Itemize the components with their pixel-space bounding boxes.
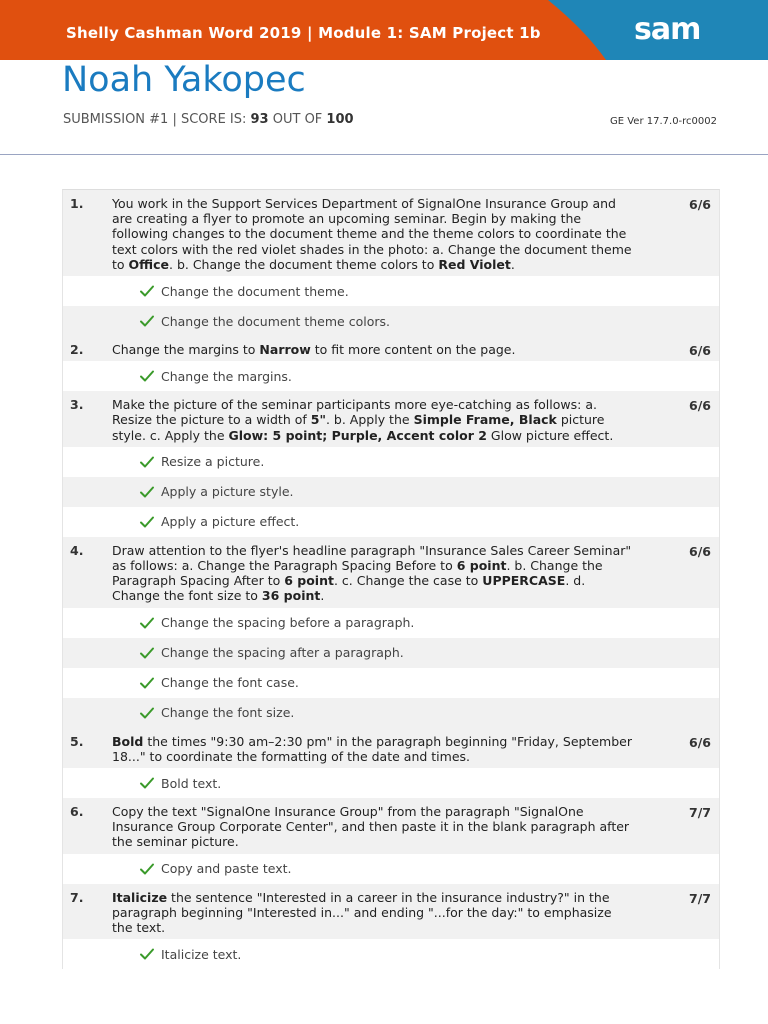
- task-label: Copy and paste text.: [161, 861, 292, 877]
- question-row: [63, 728, 719, 768]
- question-text-bold: Glow: 5 point; Purple, Accent color 2: [228, 427, 487, 443]
- question-text-segment: Make the picture of the seminar participants more eye-catching as follows: a. Resize the picture to a width of: [112, 397, 597, 428]
- task-row: [63, 507, 719, 537]
- task-row: [63, 638, 719, 668]
- question-text-bold: 36 point: [261, 588, 321, 604]
- task-row: [63, 939, 719, 969]
- question-text-segment: the times "9:30 am–2:30 pm" in the paragraph beginning "Friday, September 18..." to coordinate the formatting of the date and times.: [112, 733, 632, 764]
- question-row: [63, 884, 719, 940]
- question-text: [112, 804, 632, 850]
- question-row: [63, 798, 719, 854]
- version-label: GE Ver 17.7.0-rc0002: [610, 116, 718, 127]
- checkmark-icon: [139, 485, 155, 499]
- question-number: 4.: [70, 542, 84, 558]
- question-text-bold: Italicize: [112, 889, 168, 905]
- question-text: [112, 543, 632, 604]
- question-row: [63, 190, 719, 276]
- question-text-segment: Draw attention to the flyer's headline paragraph "Insurance Sales Career Seminar" as follows: a. Change the Paragraph Spacing Before to: [112, 542, 632, 574]
- task-row: [63, 698, 719, 728]
- question-text-bold: 5": [310, 412, 326, 428]
- question-text-bold: 6 point: [284, 573, 334, 589]
- question-text-bold: Narrow: [259, 342, 311, 358]
- question-number: 1.: [70, 196, 84, 211]
- task-row: [63, 477, 719, 507]
- question-score: 6/6: [689, 398, 711, 414]
- task-row: [63, 361, 719, 391]
- question-text-segment: .: [320, 588, 325, 604]
- question-text-bold: UPPERCASE: [482, 573, 566, 589]
- checkmark-icon: [139, 314, 155, 328]
- task-label: Italicize text.: [161, 946, 242, 962]
- task-row: [63, 668, 719, 698]
- question-text-segment: Change the margins to: [112, 342, 260, 358]
- question-score: 7/7: [689, 805, 711, 821]
- question-text-segment: . b. Apply the: [325, 412, 414, 428]
- task-label: Change the margins.: [161, 368, 292, 384]
- checkmark-icon: [139, 369, 155, 383]
- header-divider: [0, 154, 768, 155]
- question-score: 6/6: [689, 343, 711, 359]
- question-list: [62, 189, 720, 969]
- question-row: [63, 537, 719, 608]
- student-name: Noah Yakopec: [62, 60, 306, 100]
- checkmark-icon: [139, 676, 155, 690]
- task-row: [63, 276, 719, 306]
- checkmark-icon: [139, 646, 155, 660]
- question-text-segment: . d. Change the font size to: [112, 573, 586, 604]
- question-text-segment: picture style. c. Apply the: [112, 412, 605, 443]
- task-label: Apply a picture effect.: [161, 514, 300, 530]
- question-text-segment: the sentence "Interested in a career in the insurance industry?" in the paragraph beginning "Interested in..." and ending "...for the day:" to emphasize the text.: [112, 889, 612, 936]
- question-number: 2.: [70, 342, 84, 358]
- checkmark-icon: [139, 862, 155, 876]
- submission-score: [63, 112, 354, 127]
- question-text-bold: 6 point: [456, 558, 507, 574]
- question-text-segment: Copy the text "SignalOne Insurance Group" from the paragraph "SignalOne Insurance Group Corporate Center", and then paste it in the blank paragraph after the seminar picture.: [112, 804, 630, 850]
- task-row: [63, 608, 719, 638]
- checkmark-icon: [139, 455, 155, 469]
- question-text: [112, 734, 632, 764]
- task-label: Apply a picture style.: [161, 484, 294, 500]
- question-row: [63, 391, 719, 447]
- task-label: Change the spacing after a paragraph.: [161, 645, 404, 661]
- checkmark-icon: [139, 515, 155, 529]
- checkmark-icon: [139, 706, 155, 720]
- score-middle: OUT OF: [268, 112, 327, 127]
- score-total: 100: [326, 112, 354, 127]
- question-text: [112, 196, 632, 272]
- question-score: 6/6: [689, 543, 711, 559]
- question-text: [112, 342, 632, 357]
- question-score: 6/6: [689, 197, 711, 212]
- submission-prefix: SUBMISSION #1 | SCORE IS:: [63, 112, 251, 127]
- question-text-bold: Simple Frame, Black: [413, 412, 557, 428]
- question-text-segment: . c. Change the case to: [333, 573, 483, 589]
- task-label: Change the font size.: [161, 705, 295, 721]
- question-text-bold: Bold: [112, 733, 144, 749]
- project-title: Shelly Cashman Word 2019 | Module 1: SAM Project 1b: [66, 24, 541, 42]
- checkmark-icon: [139, 947, 155, 961]
- question-text: [112, 890, 632, 936]
- task-label: Change the spacing before a paragraph.: [161, 615, 415, 631]
- task-label: Change the font case.: [161, 675, 299, 691]
- task-label: Change the document theme.: [161, 283, 349, 299]
- task-row: [63, 306, 719, 336]
- question-number: 3.: [70, 397, 84, 413]
- question-text-segment: to fit more content on the page.: [310, 342, 516, 358]
- question-text-segment: . b. Change the document theme colors to: [169, 256, 439, 272]
- question-number: 5.: [70, 733, 84, 749]
- question-number: 7.: [70, 889, 84, 905]
- task-label: Change the document theme colors.: [161, 313, 390, 329]
- question-text-segment: . b. Change the Paragraph Spacing After to: [112, 558, 603, 589]
- task-label: Bold text.: [161, 775, 222, 791]
- question-score: 6/6: [689, 734, 711, 750]
- question-score: 7/7: [689, 890, 711, 906]
- question-text-segment: Glow picture effect.: [486, 427, 614, 443]
- checkmark-icon: [139, 284, 155, 298]
- question-number: 6.: [70, 804, 84, 820]
- sam-logo: sam: [634, 12, 701, 47]
- task-row: [63, 854, 719, 884]
- checkmark-icon: [139, 616, 155, 630]
- header-bar: [0, 0, 768, 60]
- question-text-bold: Red Violet: [438, 256, 511, 272]
- question-row: [63, 336, 719, 361]
- question-text-segment: You work in the Support Services Department of SignalOne Insurance Group and are creating a flyer to promote an upcoming seminar. Begin by making the following changes to the document theme and the theme colors to coordinate the text colors with the red violet shades in the photo: a. Change the document theme to: [112, 196, 632, 272]
- task-label: Resize a picture.: [161, 454, 265, 470]
- task-row: [63, 768, 719, 798]
- checkmark-icon: [139, 776, 155, 790]
- score-value: 93: [250, 112, 269, 127]
- question-text-segment: .: [510, 256, 515, 272]
- question-text-bold: Office: [128, 256, 169, 272]
- task-row: [63, 447, 719, 477]
- question-text: [112, 397, 632, 443]
